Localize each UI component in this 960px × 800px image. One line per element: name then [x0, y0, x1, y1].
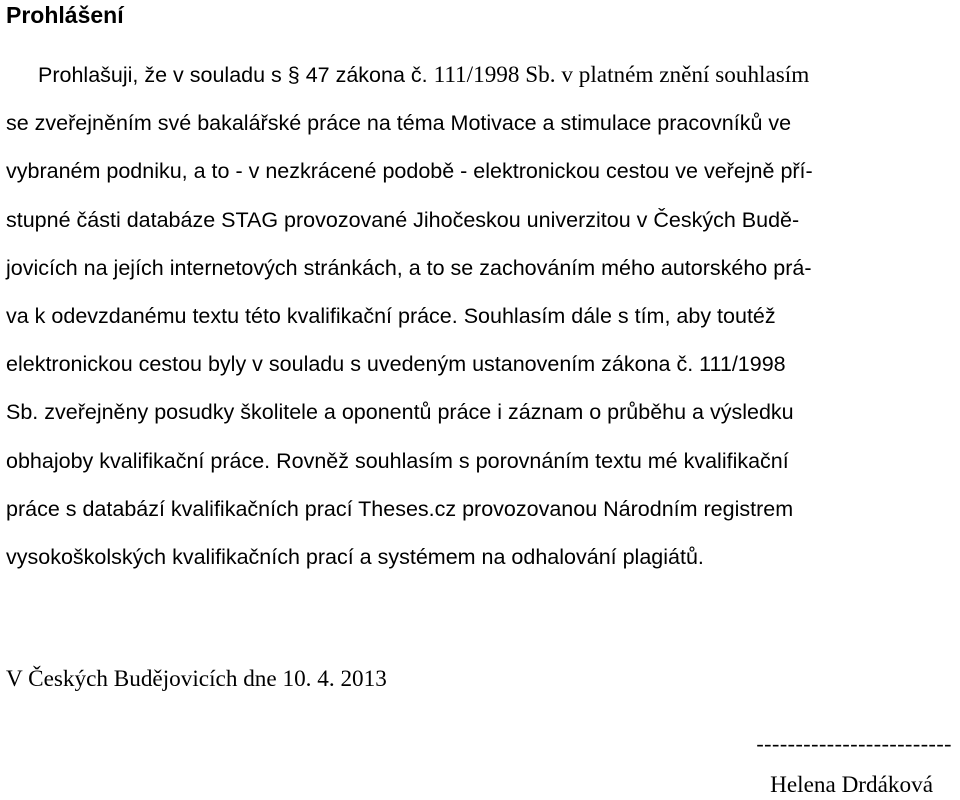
paragraph-line-1	[6, 51, 958, 99]
paragraph-line-4: stupné části databáze STAG provozované Jihočeskou univerzitou v Českých Budě-	[6, 207, 800, 232]
paragraph-line-2: se zveřejněním své bakalářské práce na téma Motivace a stimulace pracovníků ve	[6, 111, 792, 136]
place-and-date: V Českých Budějovicích dne 10. 4. 2013	[6, 666, 387, 692]
paragraph-line-10: práce s databází kvalifikačních prací Theses.cz provozovanou Národním registrem	[6, 496, 794, 521]
paragraph-line-7: elektronickou cestou byly v souladu s uvedeným ustanovením zákona č. 111/1998	[6, 352, 786, 377]
declaration-paragraph	[6, 51, 958, 581]
paragraph-line-8: Sb. zveřejněny posudky školitele a oponentů práce i záznam o průběhu a výsledku	[6, 400, 794, 425]
paragraph-line-6: va k odevzdanému textu této kvalifikační práce. Souhlasím dále s tím, aby toutéž	[6, 304, 776, 329]
paragraph-line-1-sans: Prohlašuji, že v souladu s § 47 zákona č.	[38, 63, 434, 87]
paragraph-line-5: jovicích na jejích internetových stránkách, a to se zachováním mého autorského prá-	[6, 255, 812, 280]
paragraph-line-9: obhajoby kvalifikační práce. Rovněž souhlasím s porovnáním textu mé kvalifikační	[6, 448, 789, 473]
signature-dash-line: -------------------------	[756, 731, 952, 756]
paragraph-line-3: vybraném podniku, a to - v nezkrácené podobě - elektronickou cestou ve veřejně pří-	[6, 159, 813, 184]
paragraph-line-1-serif: 111/1998 Sb. v platném znění souhlasím	[433, 62, 810, 88]
page-title: Prohlášení	[6, 2, 124, 28]
paragraph-line-11: vysokoškolských kvalifikačních prací a systémem na odhalování plagiátů.	[6, 545, 704, 570]
signature-name: Helena Drdáková	[770, 772, 933, 798]
